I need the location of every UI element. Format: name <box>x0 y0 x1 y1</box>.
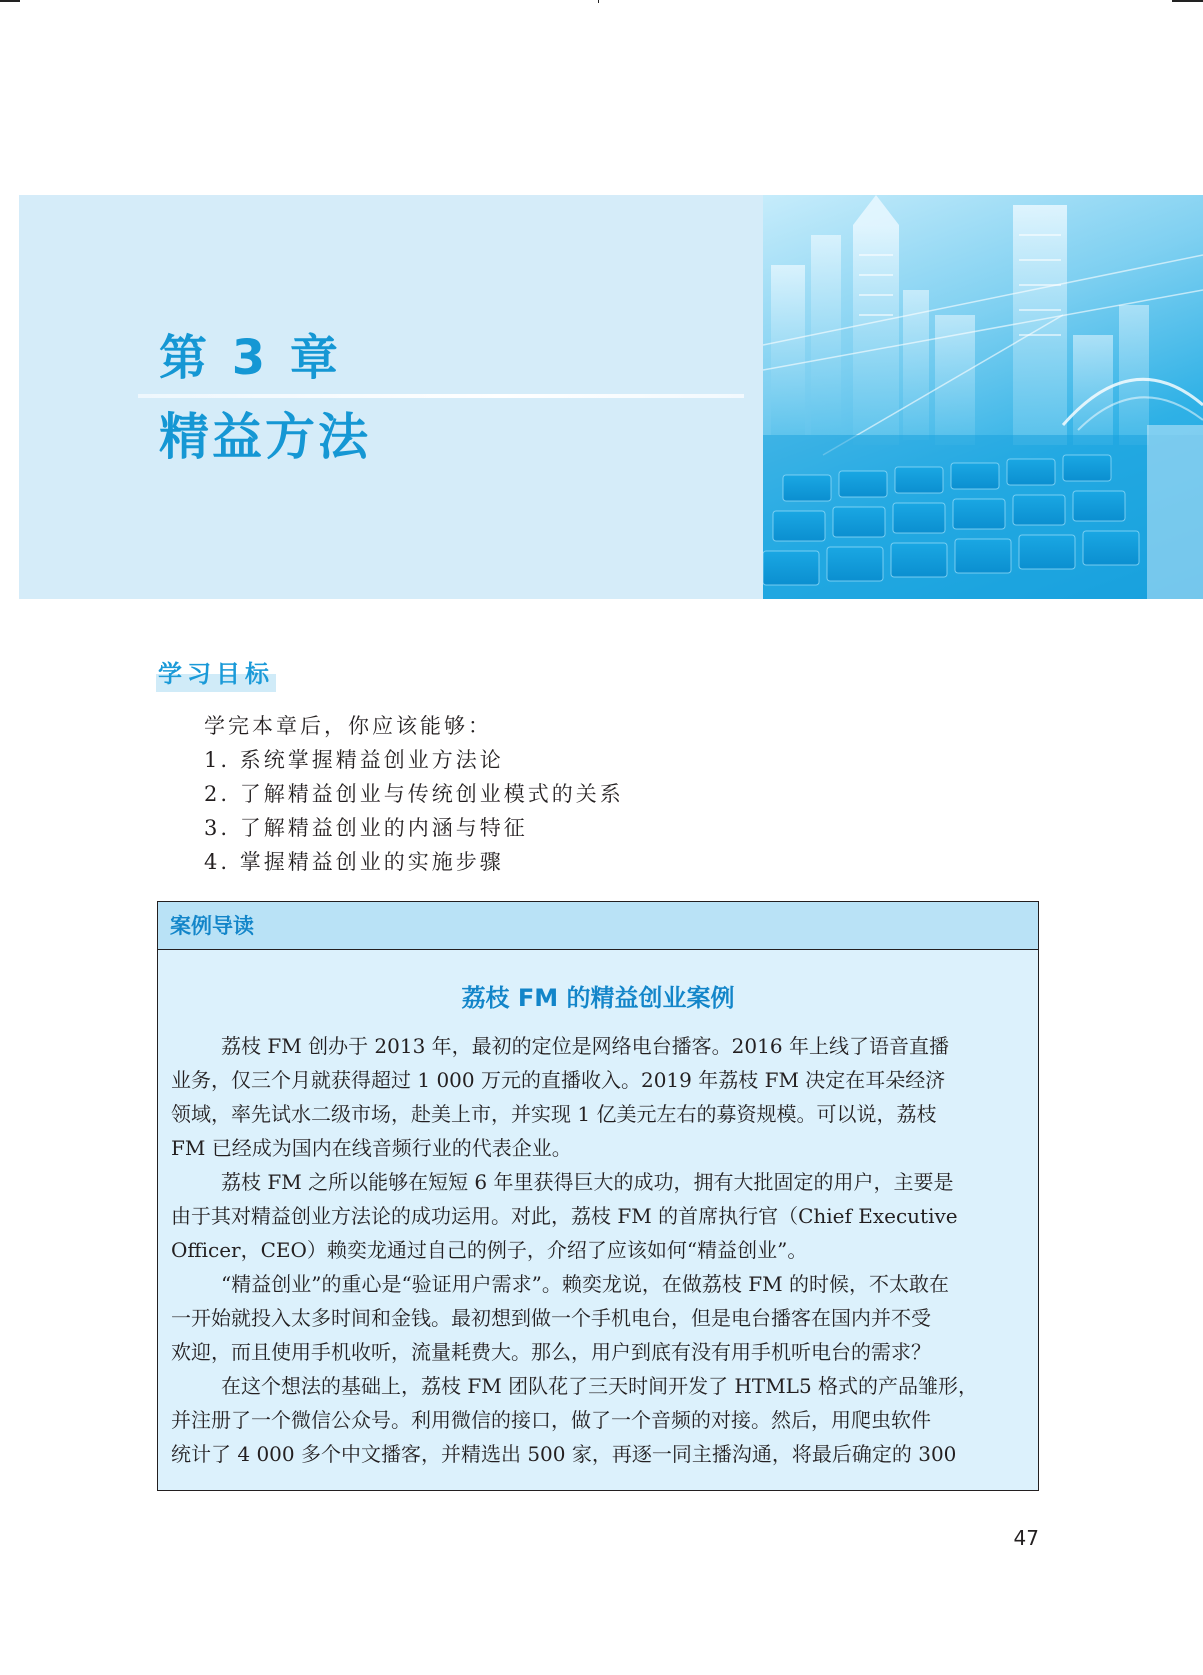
case-paragraph-line: Officer，CEO）赖奕龙通过自己的例子，介绍了应该如何“精益创业”。 <box>171 1238 808 1262</box>
case-paragraph-line: 荔枝 FM 创办于 2013 年，最初的定位是网络电台播客。2016 年上线了语音直播 <box>221 1034 949 1058</box>
case-paragraph-line: “精益创业”的重心是“验证用户需求”。赖奕龙说，在做荔枝 FM 的时候，不太敢在 <box>221 1272 949 1296</box>
case-paragraph-line: 一开始就投入太多时间和金钱。最初想到做一个手机电台，但是电台播客在国内并不受 <box>171 1306 931 1330</box>
objective-item: 2. 了解精益创业与传统创业模式的关系 <box>204 782 624 806</box>
crop-mark-left <box>0 0 20 2</box>
case-paragraph-line: 欢迎，而且使用手机收听，流量耗费大。那么，用户到底有没有用手机听电台的需求？ <box>171 1340 931 1364</box>
case-title: 荔枝 FM 的精益创业案例 <box>461 984 735 1012</box>
case-reading-box <box>157 901 1039 1491</box>
case-paragraph-line: 领域，率先试水二级市场，赴美上市，并实现 1 亿美元左右的募资规模。可以说，荔枝 <box>171 1102 937 1126</box>
objective-item: 1. 系统掌握精益创业方法论 <box>204 748 504 772</box>
city-keyboard-image <box>763 195 1203 599</box>
case-header-label: 案例导读 <box>170 914 254 938</box>
case-paragraph-line: FM 已经成为国内在线音频行业的代表企业。 <box>171 1136 572 1160</box>
chapter-number: 第 3 章 <box>159 330 342 386</box>
chapter-title: 精益方法 <box>159 408 371 466</box>
page-number: 47 <box>1013 1526 1039 1550</box>
case-paragraph-line: 业务，仅三个月就获得超过 1 000 万元的直播收入。2019 年荔枝 FM 决定在耳朵经济 <box>171 1068 946 1092</box>
objectives-heading: 学习目标 <box>156 656 276 692</box>
case-paragraph-line: 由于其对精益创业方法论的成功运用。对此，荔枝 FM 的首席执行官（Chief Executive <box>171 1204 958 1228</box>
case-paragraph-line: 荔枝 FM 之所以能够在短短 6 年里获得巨大的成功，拥有大批固定的用户，主要是 <box>221 1170 954 1194</box>
crop-mark-center <box>598 0 599 3</box>
case-header <box>158 902 1038 950</box>
objective-item: 4. 掌握精益创业的实施步骤 <box>204 850 504 874</box>
case-paragraph-line: 并注册了一个微信公众号。利用微信的接口，做了一个音频的对接。然后，用爬虫软件 <box>171 1408 931 1432</box>
objectives-intro: 学完本章后，你应该能够： <box>204 714 492 738</box>
chapter-divider <box>138 394 744 398</box>
city-keyboard-illustration <box>763 195 1203 599</box>
case-paragraph-line: 在这个想法的基础上，荔枝 FM 团队花了三天时间开发了 HTML5 格式的产品雏形， <box>221 1374 979 1398</box>
objective-item: 3. 了解精益创业的内涵与特征 <box>204 816 528 840</box>
crop-mark-right <box>1172 0 1203 2</box>
case-paragraph-line: 统计了 4 000 多个中文播客，并精选出 500 家，再逐一同主播沟通，将最后确定的 300 <box>171 1442 957 1466</box>
